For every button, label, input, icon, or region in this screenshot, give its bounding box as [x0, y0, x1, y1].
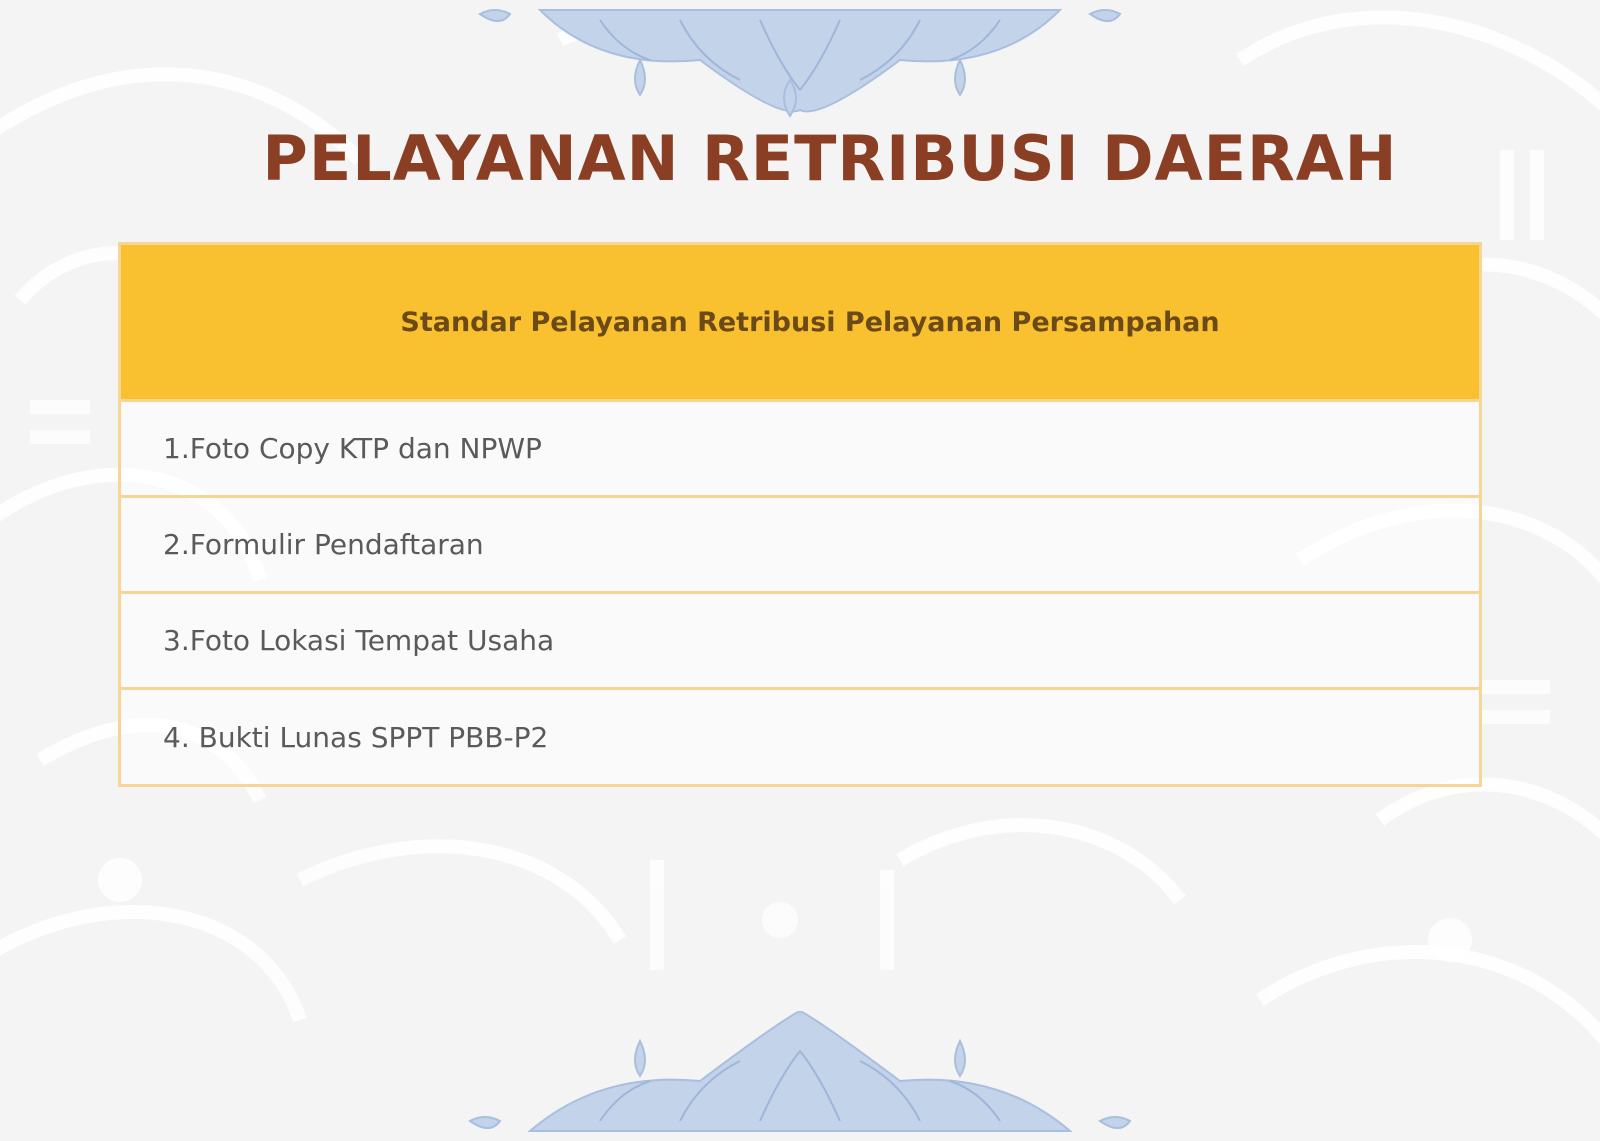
- table-row: [121, 498, 1479, 594]
- table-row: [121, 594, 1479, 690]
- table-header-text: Standar Pelayanan Retribusi Pelayanan Persampahan: [400, 306, 1220, 338]
- page-title: PELAYANAN RETRIBUSI DAERAH: [262, 122, 1398, 195]
- requirement-item: 1.Foto Copy KTP dan NPWP: [163, 432, 542, 465]
- requirements-table: [118, 242, 1482, 787]
- requirement-item: 3.Foto Lokasi Tempat Usaha: [163, 624, 555, 657]
- requirement-item: 4. Bukti Lunas SPPT PBB-P2: [163, 720, 549, 754]
- table-row: [121, 690, 1479, 784]
- top-lotus-ornament: [0, 0, 1600, 130]
- table-header: [121, 245, 1479, 402]
- bottom-lotus-ornament: [0, 1011, 1600, 1141]
- requirement-item: 2.Formulir Pendaftaran: [163, 528, 484, 561]
- table-row: [121, 402, 1479, 498]
